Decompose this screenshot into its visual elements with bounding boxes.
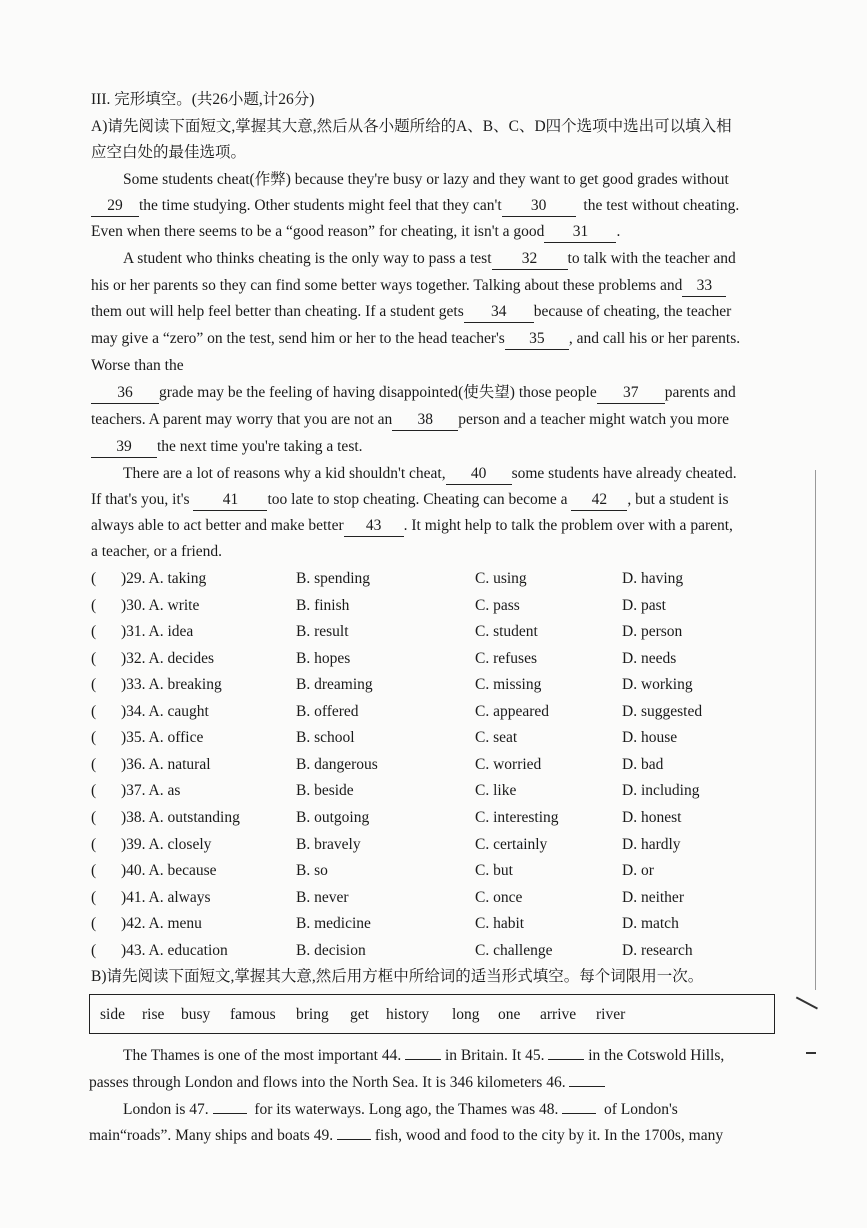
question-option-a: )36. A. natural <box>121 756 211 773</box>
question-option-a: )34. A. caught <box>121 703 209 720</box>
question-option-c: C. student <box>475 623 538 640</box>
question-option-b: B. never <box>296 889 349 906</box>
question-option-b: B. dangerous <box>296 756 378 773</box>
answer-paren[interactable]: ( <box>91 729 97 746</box>
question-option-c: C. interesting <box>475 809 559 826</box>
word-bank-item: famous <box>230 1006 276 1023</box>
passage-line: A student who thinks cheating is the only way to pass a test 32 to talk with the teacher and <box>123 249 736 270</box>
question-option-c: C. but <box>475 862 513 879</box>
answer-paren[interactable]: ( <box>91 809 97 826</box>
blank-38: 38 <box>392 410 458 431</box>
passage-line: Worse than the <box>91 357 184 374</box>
answer-paren[interactable]: ( <box>91 942 97 959</box>
answer-paren[interactable]: ( <box>91 915 97 932</box>
passage-line: his or her parents so they can find some better ways together. Talking about these problems and 33 <box>91 276 726 297</box>
question-option-d: D. working <box>622 676 693 693</box>
question-option-d: D. needs <box>622 650 677 667</box>
question-option-b: B. dreaming <box>296 676 373 693</box>
question-option-d: D. house <box>622 729 678 746</box>
answer-paren[interactable]: ( <box>91 782 97 799</box>
question-option-d: D. honest <box>622 809 682 826</box>
passage-line: If that's you, it's 41 too late to stop cheating. Cheating can become a 42 , but a student is <box>91 490 729 511</box>
answer-paren[interactable]: ( <box>91 703 97 720</box>
blank-42: 42 <box>571 490 627 511</box>
answer-paren[interactable]: ( <box>91 676 97 693</box>
question-option-b: B. offered <box>296 703 359 720</box>
blank-43: 43 <box>344 516 404 537</box>
word-bank-item: one <box>498 1006 521 1023</box>
question-option-b: B. spending <box>296 570 371 587</box>
blank-47 <box>213 1113 247 1114</box>
answer-paren[interactable]: ( <box>91 836 97 853</box>
question-option-a: )29. A. taking <box>121 570 207 587</box>
blank-41: 41 <box>193 490 267 511</box>
question-option-a: )30. A. write <box>121 597 200 614</box>
question-option-a: )35. A. office <box>121 729 204 746</box>
word-bank-item: busy <box>181 1006 211 1023</box>
scan-mark <box>806 1052 816 1054</box>
word-bank-box <box>89 994 775 1034</box>
word-bank-item: bring <box>296 1006 329 1023</box>
passage-line: 36 grade may be the feeling of having disappointed(使失望) those people 37 parents and <box>91 383 736 404</box>
section-title: III. 完形填空。(共26小题,计26分) <box>91 91 315 108</box>
scan-edge-line <box>815 470 816 990</box>
question-option-c: C. certainly <box>475 836 548 853</box>
blank-37: 37 <box>597 383 665 404</box>
word-bank-item: rise <box>142 1006 165 1023</box>
question-option-d: D. research <box>622 942 693 959</box>
question-option-c: C. missing <box>475 676 542 693</box>
answer-paren[interactable]: ( <box>91 862 97 879</box>
answer-paren[interactable]: ( <box>91 570 97 587</box>
passage-line: may give a “zero” on the test, send him or her to the head teacher's 35 , and call his or her parents. <box>91 329 740 350</box>
question-option-a: )38. A. outstanding <box>121 809 240 826</box>
blank-29: 29 <box>91 196 139 217</box>
blank-31: 31 <box>544 222 616 243</box>
answer-paren[interactable]: ( <box>91 756 97 773</box>
blank-33: 33 <box>682 276 726 297</box>
passage-b-line: main“roads”. Many ships and boats 49. fish, wood and food to the city by it. In the 1700s, many <box>89 1127 724 1144</box>
question-option-b: B. so <box>296 862 328 879</box>
question-option-b: B. beside <box>296 782 354 799</box>
word-bank-item: long <box>452 1006 480 1023</box>
blank-36: 36 <box>91 383 159 404</box>
blank-48 <box>562 1113 596 1114</box>
question-option-d: D. person <box>622 623 683 640</box>
word-bank-item: arrive <box>540 1006 577 1023</box>
question-option-d: D. past <box>622 597 666 614</box>
question-option-c: C. pass <box>475 597 520 614</box>
question-option-c: C. seat <box>475 729 518 746</box>
word-bank-item: side <box>100 1006 125 1023</box>
passage-line: them out will help feel better than cheating. If a student gets 34 because of cheating, the teacher <box>91 302 731 323</box>
answer-paren[interactable]: ( <box>91 623 97 640</box>
passage-line: a teacher, or a friend. <box>91 543 223 560</box>
question-option-c: C. habit <box>475 915 525 932</box>
blank-39: 39 <box>91 437 157 458</box>
question-option-d: D. bad <box>622 756 664 773</box>
question-option-a: )39. A. closely <box>121 836 212 853</box>
question-option-a: )41. A. always <box>121 889 211 906</box>
blank-32: 32 <box>492 249 568 270</box>
question-option-a: )43. A. education <box>121 942 228 959</box>
question-option-b: B. outgoing <box>296 809 370 826</box>
question-option-c: C. refuses <box>475 650 537 667</box>
question-option-d: D. having <box>622 570 684 587</box>
passage-line: Even when there seems to be a “good reason” for cheating, it isn't a good 31 . <box>91 222 620 243</box>
part-a-instruction: A)请先阅读下面短文,掌握其大意,然后从各小题所给的A、B、C、D四个选项中选出可以填入相 <box>91 118 732 135</box>
question-option-c: C. worried <box>475 756 542 773</box>
passage-line: There are a lot of reasons why a kid shouldn't cheat, 40 some students have already cheated. <box>123 464 737 485</box>
answer-paren[interactable]: ( <box>91 889 97 906</box>
word-bank-item: get <box>350 1006 369 1023</box>
question-option-b: B. hopes <box>296 650 351 667</box>
passage-line: Some students cheat(作弊) because they're busy or lazy and they want to get good grades without <box>123 171 729 188</box>
question-option-a: )40. A. because <box>121 862 217 879</box>
passage-line: teachers. A parent may worry that you are not an 38 person and a teacher might watch you more <box>91 410 729 431</box>
question-option-d: D. suggested <box>622 703 703 720</box>
passage-b-line: London is 47. for its waterways. Long ago, the Thames was 48. of London's <box>123 1101 678 1118</box>
question-option-c: C. using <box>475 570 527 587</box>
question-option-a: )37. A. as <box>121 782 181 799</box>
blank-40: 40 <box>446 464 512 485</box>
question-option-a: )31. A. idea <box>121 623 194 640</box>
blank-44 <box>405 1059 441 1060</box>
answer-paren[interactable]: ( <box>91 597 97 614</box>
question-option-c: C. challenge <box>475 942 553 959</box>
question-option-a: )42. A. menu <box>121 915 202 932</box>
question-option-d: D. match <box>622 915 679 932</box>
question-option-d: D. neither <box>622 889 684 906</box>
question-option-a: )33. A. breaking <box>121 676 222 693</box>
passage-line: 39 the next time you're taking a test. <box>91 437 363 458</box>
passage-line: 29 the time studying. Other students might feel that they can't 30 the test without cheating. <box>91 196 739 217</box>
question-option-c: C. appeared <box>475 703 550 720</box>
question-option-d: D. including <box>622 782 700 799</box>
word-bank-item: history <box>386 1006 430 1023</box>
blank-30: 30 <box>502 196 576 217</box>
scan-mark <box>796 996 818 1009</box>
passage-b-line: The Thames is one of the most important 44. in Britain. It 45. in the Cotswold Hills, <box>123 1047 725 1064</box>
part-a-instruction-cont: 应空白处的最佳选项。 <box>91 144 247 161</box>
passage-b-line: passes through London and flows into the North Sea. It is 346 kilometers 46. <box>89 1073 605 1093</box>
question-option-b: B. bravely <box>296 836 361 853</box>
question-option-b: B. medicine <box>296 915 371 932</box>
question-option-b: B. school <box>296 729 355 746</box>
blank-35: 35 <box>505 329 569 350</box>
question-option-a: )32. A. decides <box>121 650 214 667</box>
question-option-d: D. or <box>622 862 654 879</box>
blank-34: 34 <box>464 302 534 323</box>
question-option-b: B. finish <box>296 597 350 614</box>
blank-46 <box>569 1086 605 1087</box>
question-option-c: C. like <box>475 782 517 799</box>
part-b-instruction: B)请先阅读下面短文,掌握其大意,然后用方框中所给词的适当形式填空。每个词限用一次。 <box>91 968 704 985</box>
passage-line: always able to act better and make better 43 . It might help to talk the problem over with a parent, <box>91 516 733 537</box>
question-option-d: D. hardly <box>622 836 681 853</box>
question-option-c: C. once <box>475 889 523 906</box>
answer-paren[interactable]: ( <box>91 650 97 667</box>
blank-45 <box>548 1059 584 1060</box>
word-bank-item: river <box>596 1006 626 1023</box>
question-option-b: B. decision <box>296 942 366 959</box>
question-option-b: B. result <box>296 623 349 640</box>
blank-49 <box>337 1139 371 1140</box>
